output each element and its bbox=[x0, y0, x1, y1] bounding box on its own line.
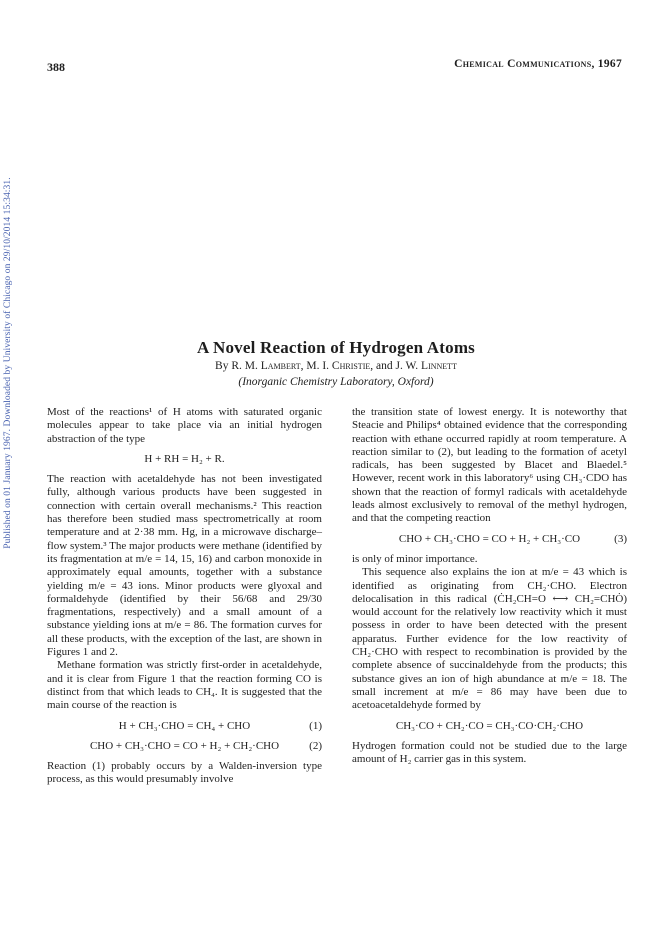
paragraph: is only of minor importance. bbox=[352, 552, 478, 565]
equation-text: CHO + CH₃·CHO = CO + H₂ + CH₂·CHO bbox=[89, 739, 280, 752]
author-christie: M. I. Christie, bbox=[306, 360, 374, 372]
equation bbox=[47, 453, 322, 466]
equation-number: (2) bbox=[309, 739, 322, 752]
author-linnett: J. W. Linnett bbox=[395, 360, 457, 372]
affiliation: (Inorganic Chemistry Laboratory, Oxford) bbox=[238, 376, 434, 388]
page-number: 388 bbox=[47, 60, 65, 74]
equation-number: (3) bbox=[614, 532, 627, 545]
paragraph: Reaction (1) probably occurs by a Walden-inversion type process, as this would presumably involve bbox=[47, 760, 322, 786]
paragraph: Methane formation was strictly first-order in acetaldehyde, and it is clear from Figure 1 that the reaction forming CO is distinct from that which leads to CH₄. It is suggested that the main course of the reaction is bbox=[47, 659, 322, 712]
equation-text: CHO + CH₃·CHO = CO + H₂ + CH₃·CO bbox=[398, 532, 581, 545]
paragraph: This sequence also explains the ion at m/e = 43 which is identified as originating from CH₂·CHO. Electron delocalisation in this radical (ĊH₂CH=O ⟷ CH₂=CHȮ) would account for the relatively low reactivity which it must possess in order to have been detected with the present apparatus. Further evidence for the low reactivity of CH₂·CHO with respect to recombination is provided by the complete absence of succinaldehyde from the products; this substance gives an ion of high abundance at m/e = 18. The small increment at m/e = 86 may have been due to acetoacetaldehyde formed by bbox=[352, 566, 627, 712]
download-notice-text: Published on 01 January 1967. Downloaded by University of Chicago on 29/10/2014 15:34:31. bbox=[3, 177, 13, 549]
article-title: A Novel Reaction of Hydrogen Atoms bbox=[197, 338, 475, 357]
equation-text: H + CH₃·CHO = CH₄ + CHO bbox=[118, 719, 251, 732]
equation bbox=[352, 533, 627, 546]
left-column bbox=[47, 406, 322, 787]
paragraph: Most of the reactions¹ of H atoms with saturated organic molecules appear to take place via an initial hydrogen abstraction of the type bbox=[47, 406, 322, 445]
paragraph: Hydrogen formation could not be studied due to the large amount of H₂ carrier gas in this system. bbox=[352, 739, 627, 766]
equation-text: H + RH = H₂ + R. bbox=[144, 452, 225, 465]
journal-header: Chemical Communications, 1967 bbox=[454, 58, 622, 70]
equation bbox=[352, 720, 627, 733]
equation bbox=[47, 740, 322, 753]
equation bbox=[47, 720, 322, 733]
author-line bbox=[0, 360, 672, 372]
paragraph: the transition state of lowest energy. It is noteworthy that Steacie and Philips⁴ obtained evidence that the corresponding reaction with ethane occurred rapidly at room temperature. A reaction similar to (2), but leading to the formation of acetyl radicals, has been suggested by Blacet and Blaedel.⁵ However, recent work in this laboratory⁶ using CH₃·CDO has shown that the reaction of formyl radicals with acetaldehyde leads almost exclusively to removal of the methyl hydrogen, and that the competing reaction bbox=[352, 406, 627, 525]
author-lambert: R. M. Lambert, bbox=[231, 360, 304, 372]
equation-number: (1) bbox=[309, 719, 322, 732]
by-label: By bbox=[215, 360, 229, 372]
equation-text: CH₃·CO + CH₂·CO = CH₃·CO·CH₂·CHO bbox=[395, 719, 584, 732]
and-label: and bbox=[376, 360, 393, 372]
right-column bbox=[352, 406, 627, 766]
paragraph: The reaction with acetaldehyde has not been investigated fully, although various products have been suggested in connection with certain overall mechanisms.² This reaction has therefore been studied mass spectrometrically at room temperature and at 2·38 mm. Hg, in a microwave discharge–flow system.³ The major products were methane (identified by its fragmentation at m/e = 14, 15, 16) and carbon monoxide in approximately equal amounts, together with a substance yielding m/e = 43 ions. Minor products were glyoxal and formaldehyde (identified by their 56/68 and 29/30 fragmentations, respectively) and a small amount of a substance yielding ions at m/e = 86. The formation curves for all these products, with the exception of the last, are shown in Figures 1 and 2. bbox=[47, 473, 322, 659]
